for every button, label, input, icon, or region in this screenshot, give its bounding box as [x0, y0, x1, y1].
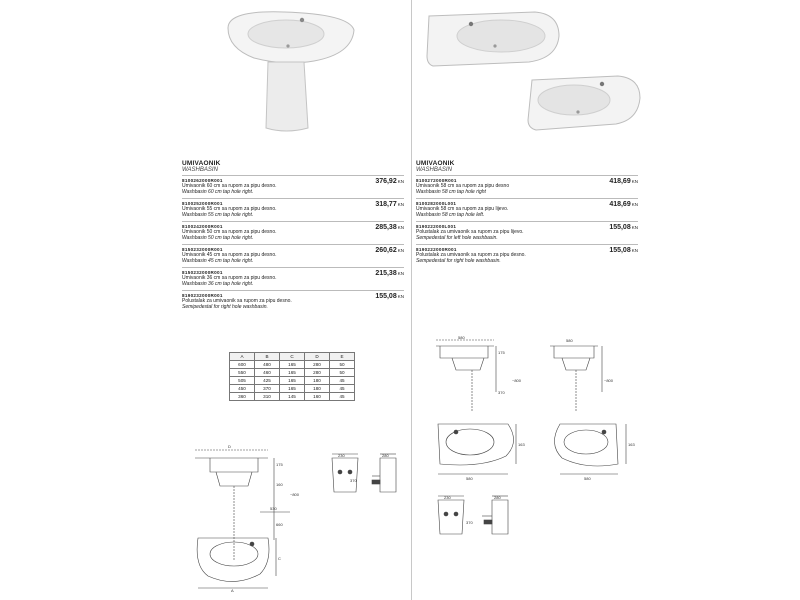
right-top-view-drawing-2	[546, 418, 636, 480]
product-code: 8100242000R001	[182, 224, 223, 229]
dim-label: 280	[382, 453, 389, 458]
table-cell: 450	[230, 385, 255, 393]
dim-label: ~800	[604, 378, 614, 383]
section-subtitle: WASHBASIN	[416, 167, 452, 173]
section-subtitle: WASHBASIN	[182, 167, 218, 173]
dim-label: 163	[518, 442, 525, 447]
dim-label: 160	[276, 482, 283, 487]
price-value: 285,38	[375, 224, 397, 231]
product-row	[416, 175, 638, 198]
dim-label: C	[278, 556, 281, 561]
product-row	[182, 198, 404, 221]
price-unit: KN	[631, 225, 638, 230]
dim-label: 580	[584, 476, 591, 481]
table-cell: 425	[255, 377, 280, 385]
product-description-en: Semipedestal for right hole washbasin.	[182, 304, 268, 310]
product-description-en: Washbasin 50 cm tap hole right.	[182, 235, 254, 241]
table-cell: 180	[305, 385, 330, 393]
table-header-cell: C	[280, 353, 305, 361]
product-description: Umivaonik 50 cm sa rupom za pipu desno.	[182, 229, 277, 235]
table-cell: 180	[305, 377, 330, 385]
table-cell: 310	[255, 393, 280, 401]
dim-label: 280	[494, 495, 501, 500]
right-product-section	[416, 160, 638, 267]
product-description: Umivaonik 60 cm sa rupom za pipu desno.	[182, 183, 277, 189]
price-value: 155,08	[609, 224, 631, 231]
product-description-en: Washbasin 36 cm tap hole right.	[182, 281, 254, 287]
right-top-view-drawing-1	[432, 418, 532, 480]
table-cell: 145	[280, 393, 305, 401]
product-price	[609, 178, 638, 185]
product-description: Polustalak za umivaonik sa rupom za pipu desno.	[182, 298, 292, 304]
price-unit: KN	[631, 202, 638, 207]
left-pedestal-front-drawing	[326, 452, 364, 496]
table-cell: 460	[255, 369, 280, 377]
table-cell: 280	[305, 369, 330, 377]
dim-label: ~800	[512, 378, 522, 383]
table-cell: 45	[330, 377, 355, 385]
dim-label: 230	[444, 495, 451, 500]
price-value: 318,77	[375, 201, 397, 208]
table-header-cell: E	[330, 353, 355, 361]
section-title: UMIVAONIK	[182, 160, 221, 167]
product-code: 8150232000R001	[182, 270, 223, 275]
product-description-en: Washbasin 55 cm tap hole right.	[182, 212, 254, 218]
dim-label: 370	[498, 390, 505, 395]
washbasin-58-photo	[425, 6, 561, 70]
left-top-view-drawing	[190, 532, 290, 594]
product-price	[375, 224, 404, 231]
product-price	[375, 201, 404, 208]
table-cell: 600	[230, 361, 255, 369]
table-cell: 480	[255, 361, 280, 369]
price-unit: KN	[397, 225, 404, 230]
price-value: 376,92	[375, 178, 397, 185]
table-cell: 165	[280, 385, 305, 393]
section-title: UMIVAONIK	[416, 160, 455, 167]
product-code: 8150232000R001	[182, 247, 223, 252]
product-row	[182, 244, 404, 267]
table-header-cell: B	[255, 353, 280, 361]
table-cell: 370	[255, 385, 280, 393]
right-pedestal-front-drawing	[432, 494, 472, 540]
price-unit: KN	[397, 271, 404, 276]
table-cell: 45	[330, 393, 355, 401]
product-description: Umivaonik 55 cm sa rupom za pipu desno.	[182, 206, 277, 212]
right-pedestal-side-drawing	[478, 494, 518, 540]
product-code: 8190222000R001	[416, 247, 457, 252]
product-price	[375, 293, 404, 300]
dim-label: A	[231, 588, 234, 593]
dim-label: ~800	[290, 492, 300, 497]
column-divider	[411, 0, 412, 600]
dim-label: 530	[270, 506, 277, 511]
dim-label: 370	[350, 478, 357, 483]
product-description: Umivaonik 58 cm sa rupom za pipu lijevo.	[416, 206, 509, 212]
product-price	[609, 247, 638, 254]
price-value: 260,62	[375, 247, 397, 254]
table-row	[230, 377, 355, 385]
table-row	[230, 369, 355, 377]
product-code: 8100262000R001	[182, 178, 223, 183]
table-cell: 45	[330, 385, 355, 393]
table-header-cell: A	[230, 353, 255, 361]
dim-label: 580	[566, 338, 573, 343]
price-unit: KN	[397, 294, 404, 299]
price-value: 155,08	[609, 247, 631, 254]
dim-label: 163	[628, 442, 635, 447]
product-code: 8100272000R001	[416, 178, 457, 183]
dimensions-table	[229, 352, 355, 401]
dim-label: 580	[458, 335, 465, 340]
dim-label: 370	[466, 520, 473, 525]
product-price	[609, 224, 638, 231]
table-header-cell: D	[305, 353, 330, 361]
product-description-en: Washbasin 58 cm tap hole right	[416, 189, 486, 195]
left-product-section	[182, 160, 404, 313]
table-cell: 280	[305, 361, 330, 369]
dimensions-header-row	[230, 353, 355, 361]
product-row	[182, 175, 404, 198]
product-price	[375, 178, 404, 185]
table-cell: 550	[230, 369, 255, 377]
product-row	[416, 221, 638, 244]
product-price	[609, 201, 638, 208]
product-row	[182, 267, 404, 290]
table-row	[230, 393, 355, 401]
dim-label: 175	[276, 462, 283, 467]
table-cell: 50	[330, 369, 355, 377]
price-unit: KN	[631, 179, 638, 184]
product-description-en: Washbasin 58 cm tap hole left.	[416, 212, 485, 218]
product-code: 8100252000R001	[182, 201, 223, 206]
product-row	[182, 221, 404, 244]
table-cell: 165	[280, 369, 305, 377]
product-row	[182, 290, 404, 313]
price-unit: KN	[397, 179, 404, 184]
product-description: Umivaonik 58 cm sa rupom za pipu desno	[416, 183, 510, 189]
price-unit: KN	[397, 202, 404, 207]
dim-label: 175	[498, 350, 505, 355]
price-value: 418,69	[609, 201, 631, 208]
left-pedestal-side-drawing	[366, 452, 406, 496]
table-cell: 360	[230, 393, 255, 401]
table-row	[230, 385, 355, 393]
right-front-section-drawing-2	[546, 336, 636, 416]
product-code: 8100282000L001	[416, 201, 457, 206]
product-code: 8190232000R001	[182, 293, 223, 298]
right-front-section-drawing-1	[432, 336, 532, 416]
table-cell: 50	[330, 361, 355, 369]
table-row	[230, 361, 355, 369]
product-price	[375, 270, 404, 277]
table-cell: 165	[280, 377, 305, 385]
dim-label: D	[228, 444, 231, 449]
product-description-en: Washbasin 45 cm tap hole right.	[182, 258, 254, 264]
product-row	[416, 198, 638, 221]
dim-label: 580	[466, 476, 473, 481]
price-unit: KN	[631, 248, 638, 253]
table-cell: 160	[305, 393, 330, 401]
product-description-en: Sempedestal for right hole washbasin.	[416, 258, 501, 264]
product-code: 8190222000L001	[416, 224, 457, 229]
price-unit: KN	[397, 248, 404, 253]
product-row	[416, 244, 638, 267]
price-value: 418,69	[609, 178, 631, 185]
table-cell: 505	[230, 377, 255, 385]
product-description: Polustalak za umivaonik sa rupom za pipu desno.	[416, 252, 526, 258]
product-description-en: Washbasin 60 cm tap hole right.	[182, 189, 254, 195]
product-price	[375, 247, 404, 254]
washbasin-with-pedestal-photo	[224, 6, 364, 136]
washbasin-58-photo-right	[526, 70, 642, 136]
price-value: 155,08	[375, 293, 397, 300]
product-description: Polustalak za umivaonik sa rupom za pipu lijevo.	[416, 229, 524, 235]
price-value: 215,38	[375, 270, 397, 277]
dim-label: 230	[338, 453, 345, 458]
product-description: Umivaonik 36 cm sa rupom za pipu desno.	[182, 275, 277, 281]
product-description: Umivaonik 45 cm sa rupom za pipu desno.	[182, 252, 277, 258]
product-description-en: Sempedestal for left hole washbasin.	[416, 235, 498, 241]
dim-label: 660	[276, 522, 283, 527]
table-cell: 165	[280, 361, 305, 369]
